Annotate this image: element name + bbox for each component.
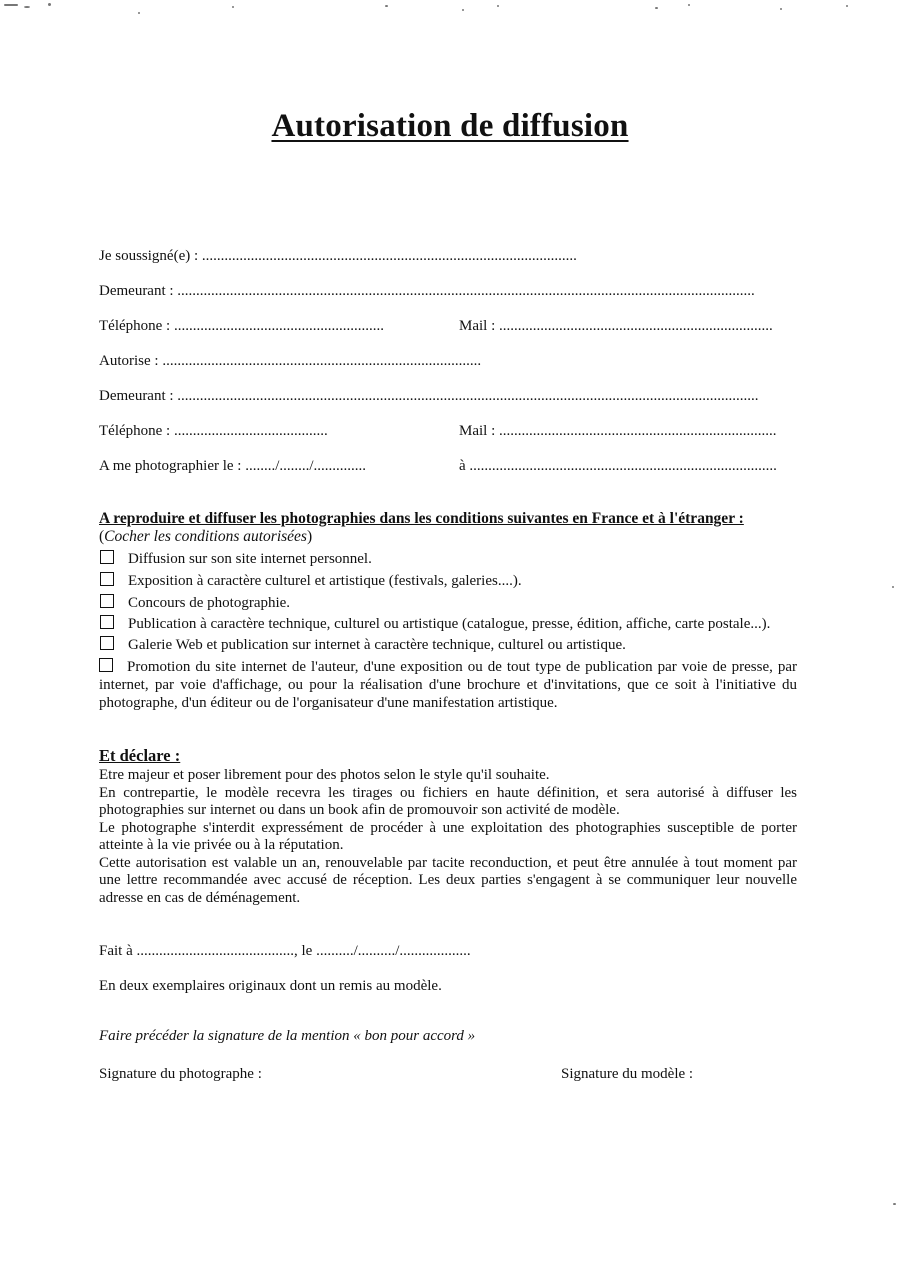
condition-item: Concours de photographie. (100, 594, 290, 612)
field-demeurant-photographe[interactable]: Demeurant : .......................................................................................................................................................... (99, 283, 755, 299)
checkbox-diffusion-site[interactable] (100, 550, 114, 564)
condition-item: Diffusion sur son site internet personnel. (100, 550, 372, 568)
signature-photographe-label: Signature du photographe : (99, 1066, 262, 1082)
signature-mention: Faire précéder la signature de la mention « bon pour accord » (99, 1028, 476, 1044)
checkbox-publication[interactable] (100, 615, 114, 629)
conditions-heading: A reproduire et diffuser les photographies dans les conditions suivantes en France et à l'étranger : (99, 510, 744, 527)
declaration-paragraph: Etre majeur et poser librement pour des photos selon le style qu'il souhaite. (99, 767, 550, 783)
field-demeurant-modele[interactable]: Demeurant : ........................................................................................................................................................... (99, 388, 759, 404)
condition-item: Galerie Web et publication sur internet à caractère technique, culturel ou artistique. (100, 636, 626, 654)
declaration-paragraph: En contrepartie, le modèle recevra les tirages ou fichiers en haute définition, et sera autorisé à diffuser les photographies sur internet ou dans un book afin de promouvoir son activité de modèle. (99, 784, 797, 818)
field-telephone-modele[interactable]: Téléphone : ......................................... (99, 423, 328, 439)
condition-item: Publication à caractère technique, culturel ou artistique (catalogue, presse, édition, affiche, carte postale...). (100, 615, 770, 633)
field-autorise[interactable]: Autorise : ..................................................................................... (99, 353, 482, 369)
checkbox-promotion[interactable] (99, 658, 113, 672)
declaration-paragraph: Le photographe s'interdit expressément de procéder à une exploitation des photographies susceptible de porter atteinte à la vie privée ou à la réputation. (99, 819, 797, 853)
exemplaires-text: En deux exemplaires originaux dont un remis au modèle. (99, 978, 442, 994)
conditions-note: (Cocher les conditions autorisées) (99, 528, 313, 545)
condition-item: Promotion du site internet de l'auteur, d'une exposition ou de tout type de publication par voie de presse, par internet, par voie d'affichage, ou pour la réalisation d'une brochure et d'invitations, que ce soit à l'initiative du photographe, d'un éditeur ou de l'organisateur d'une manifestation artistique. (99, 659, 797, 711)
condition-item: Exposition à caractère culturel et artistique (festivals, galeries....). (100, 572, 522, 590)
field-date-photographie[interactable]: A me photographier le : ......../......../.............. (99, 458, 367, 474)
field-mail-photographe[interactable]: Mail : ......................................................................... (459, 318, 773, 334)
checkbox-exposition[interactable] (100, 572, 114, 586)
field-lieu-photographie[interactable]: à .................................................................................. (459, 458, 777, 474)
signature-modele-label: Signature du modèle : (561, 1066, 694, 1082)
field-fait-a-le[interactable]: Fait à .........................................., le ........../........../................... (99, 943, 471, 959)
field-je-soussigne[interactable]: Je soussigné(e) : .................................................................................................... (99, 248, 577, 264)
declaration-heading: Et déclare : (99, 746, 181, 765)
field-telephone-photographe[interactable]: Téléphone : ........................................................ (99, 318, 384, 334)
checkbox-galerie-web[interactable] (100, 636, 114, 650)
checkbox-concours[interactable] (100, 594, 114, 608)
declaration-paragraph: Cette autorisation est valable un an, renouvelable par tacite reconduction, et peut être annulée à tout moment par une lettre recommandée avec accusé de réception. Les deux parties s'engagent à se communiquer leur nouvelle adresse en cas de déménagement. (99, 854, 797, 906)
field-mail-modele[interactable]: Mail : .......................................................................... (459, 423, 777, 439)
document-title: Autorisation de diffusion (271, 108, 629, 144)
